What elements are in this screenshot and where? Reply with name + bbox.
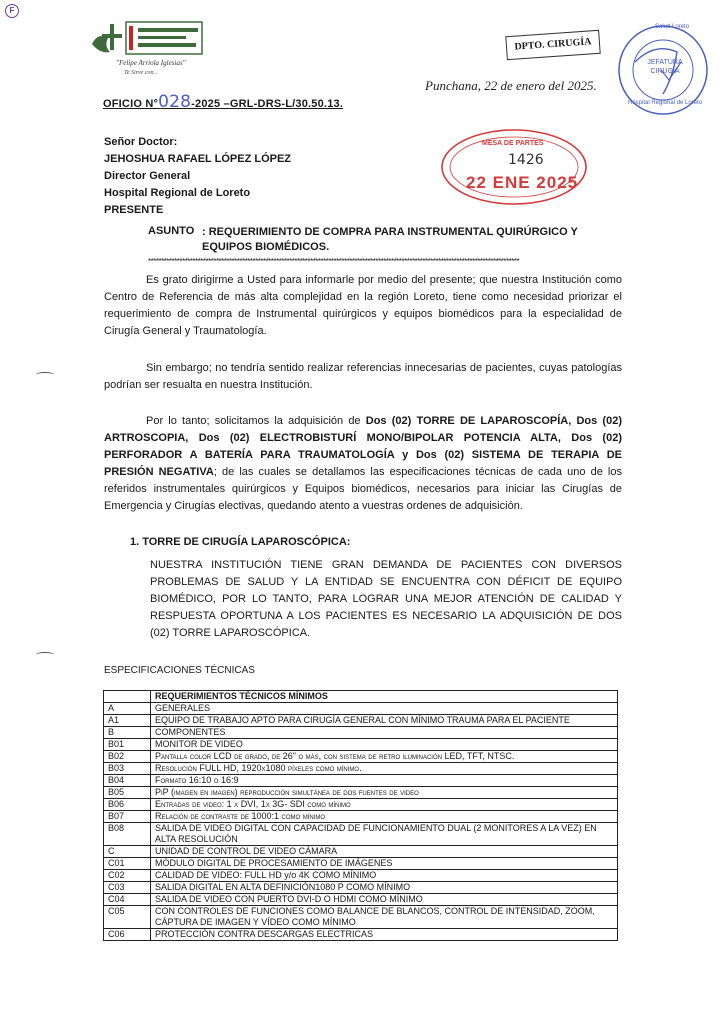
spec-table — [103, 690, 618, 941]
table-row — [104, 751, 618, 763]
paragraph-3-intro: Por lo tanto; solicitamos la adquisición de — [146, 415, 366, 427]
table-cell-code: B02 — [104, 751, 151, 763]
table-cell-code: C05 — [104, 906, 151, 929]
table-cell-text: MÓDULO DIGITAL DE PROCESAMIENTO DE IMÁGENES — [151, 858, 618, 870]
table-row — [104, 870, 618, 882]
table-cell-text: CON CONTROLES DE FUNCIONES COMO BALANCE DE BLANCOS, CONTROL DE INTENSIDAD, ZOOM, CÁPTURA DE IMAGEN Y VÍDEO COMO MÍNIMO — [151, 906, 618, 929]
table-cell-code: C01 — [104, 858, 151, 870]
table-cell-code: B03 — [104, 763, 151, 775]
round-stamp-text: JEFATURA CIRUGÍA — [647, 59, 683, 75]
table-row — [104, 858, 618, 870]
table-cell-text: PiP (imagen en imagen) reproducción simultánea de dos fuentes de video — [151, 787, 618, 799]
table-row — [104, 894, 618, 906]
table-cell-text: UNIDAD DE CONTROL DE VIDEO CÁMARA — [151, 846, 618, 858]
table-cell-code: C — [104, 846, 151, 858]
reception-stamp-date: 22 ENE 2025 — [466, 173, 579, 192]
table-row — [104, 787, 618, 799]
table-cell-text: GENERALES — [151, 703, 618, 715]
table-header-cell: REQUERIMIENTOS TÉCNICOS MÍNIMOS — [151, 691, 618, 703]
table-cell-text: MONITOR DE VIDEO — [151, 739, 618, 751]
table-row — [104, 775, 618, 787]
section-body: NUESTRA INSTITUCIÓN TIENE GRAN DEMANDA DE PACIENTES CON DIVERSOS PROBLEMAS DE SALUD Y LA ENTIDAD SE ENCUENTRA CON DÉFICIT DE EQUIPO BIOMÉDICO, POR LO TANTO, PARA LOGRAR UNA MEJOR ATENCIÓN DE CALIDAD Y RESPUESTA OPORTUNA A LOS PACIENTES ES NECESARIO LA ADQUISICIÓN DE DOS (02) TORRE LAPAROSCÓPICA. — [150, 559, 622, 639]
paragraph-3-items: Dos (02) TORRE DE LAPAROSCOPÍA, Dos (02) ARTROSCOPIA, Dos (02) ELECTROBISTURÍ MONO/BIPOLAR POTENCIA ALTA, Dos (02) PERFORADOR A BATERÍA PARA TRAUMATOLOGÍA y Dos (02) SISTEMA DE TERAPIA DE PRESIÓN NEGATIVA — [104, 415, 622, 478]
table-row — [104, 929, 618, 941]
table-cell-text: CALIDAD DE VIDEO: FULL HD y/o 4K COMO MÍNIMO — [151, 870, 618, 882]
table-cell-text: SALIDA DE VIDEO DIGITAL CON CAPACIDAD DE FUNCIONAMIENTO DUAL (2 MONITORES A LA VEZ) EN ALTA RESOLUCIÓN — [151, 823, 618, 846]
table-cell-code: B04 — [104, 775, 151, 787]
reception-stamp-title: MESA DE PARTES — [482, 140, 544, 147]
table-row — [104, 906, 618, 929]
table-row — [104, 715, 618, 727]
table-cell-text: Relación de contraste de 1000:1 como mínimo — [151, 811, 618, 823]
table-cell-code: B — [104, 727, 151, 739]
table-cell-code: A1 — [104, 715, 151, 727]
table-row — [104, 823, 618, 846]
table-row — [104, 882, 618, 894]
reception-stamp-number: 1426 — [508, 152, 544, 168]
table-cell-code: C06 — [104, 929, 151, 941]
address-line: Director General — [104, 170, 191, 182]
table-cell-code: C02 — [104, 870, 151, 882]
spec-title: ESPECIFICACIONES TÉCNICAS — [104, 665, 255, 676]
separator-line: ********************************************************************************************************************************************** — [148, 257, 520, 266]
round-stamp-bottom: Hospital Regional de Loreto — [628, 100, 703, 106]
paragraph-3-end: ; de las cuales se detallamos las especificaciones técnicas de cada uno de los referidos instrumentales quirúrgicos y Equipos biomédicos, necesarios para iniciar las Cirugías de Emergencia y Cirugías electivas, quedando atento a vuestras ordenes de adquisición. — [104, 466, 622, 512]
table-cell-code — [104, 691, 151, 703]
table-cell-text: COMPONENTES — [151, 727, 618, 739]
paragraph-3 — [104, 413, 622, 515]
table-row — [104, 811, 618, 823]
table-cell-text: SALIDA DE VIDEO CON PUERTO DVI-D O HDMI COMO MÍNIMO — [151, 894, 618, 906]
table-row — [104, 739, 618, 751]
table-cell-text: Entradas de video: 1 x DVI, 1x 3G- SDI como mínimo — [151, 799, 618, 811]
table-cell-text: Pantalla color LCD de grado, de 26" o más, con sistema de retro iluminación LED, TFT, NTSC. — [151, 751, 618, 763]
address-line: Hospital Regional de Loreto — [104, 187, 251, 199]
department-stamp: DPTO. CIRUGÍA — [505, 30, 600, 60]
table-cell-code: C03 — [104, 882, 151, 894]
table-cell-code: C04 — [104, 894, 151, 906]
address-line: JEHOSHUA RAFAEL LÓPEZ LÓPEZ — [104, 153, 292, 165]
round-stamp-top: Salud Loreto — [655, 24, 690, 30]
address-line: Señor Doctor: — [104, 136, 178, 148]
table-cell-code: A — [104, 703, 151, 715]
logo-slogan: "Felipe Arriola Iglesias" — [116, 59, 186, 67]
table-cell-text: EQUIPO DE TRABAJO APTO PARA CIRUGÍA GENERAL CON MÍNIMO TRAUMA PARA EL PACIENTE — [151, 715, 618, 727]
table-cell-code: B07 — [104, 811, 151, 823]
paragraph-1: Es grato dirigirme a Usted para informarle por medio del presente; que nuestra Institución como Centro de Referencia de más alta complejidad en la región Loreto, tiene como necesidad priorizar el requerimiento de compra de Instrumental quirúrgicos y equipos biomédicos para la especialidad de Cirugía General y Traumatología. — [104, 274, 622, 337]
table-row — [104, 799, 618, 811]
section-title: 1. TORRE DE CIRUGÍA LAPAROSCÓPICA: — [130, 536, 351, 548]
table-row — [104, 846, 618, 858]
table-row — [104, 703, 618, 715]
asunto-label: ASUNTO — [148, 225, 195, 237]
table-cell-code: B08 — [104, 823, 151, 846]
hospital-logo — [88, 18, 206, 78]
table-cell-code: B06 — [104, 799, 151, 811]
table-row — [104, 727, 618, 739]
corner-mark: F — [5, 4, 19, 18]
oficio-suffix: -2025 –GRL-DRS-L/30.50.13. — [191, 98, 344, 110]
table-cell-code: B01 — [104, 739, 151, 751]
table-header-row — [104, 691, 618, 703]
table-cell-text: SALIDA DIGITAL EN ALTA DEFINICIÓN1080 P COMO MÍNIMO — [151, 882, 618, 894]
address-line: PRESENTE — [104, 204, 164, 216]
oficio-number — [103, 92, 343, 112]
table-cell-text: Resolución FULL HD, 1920x1080 píxeles como mínimo. — [151, 763, 618, 775]
table-cell-text: Formato 16:10 o 16:9 — [151, 775, 618, 787]
margin-mark — [36, 652, 54, 657]
logo-tagline: Te Sirve con... — [124, 70, 158, 76]
oficio-handwritten-number: 028 — [158, 92, 192, 112]
paragraph-2: Sin embargo; no tendría sentido realizar referencias innecesarias de pacientes, cuyas patologías podrían ser resualta en nuestra Institución. — [104, 362, 622, 391]
date-line: Punchana, 22 de enero del 2025. — [425, 78, 597, 93]
table-cell-text: PROTECCIÓN CONTRA DESCARGAS ELECTRICAS — [151, 929, 618, 941]
margin-mark — [36, 372, 54, 377]
asunto-text: : REQUERIMIENTO DE COMPRA PARA INSTRUMENTAL QUIRÚRGICO Y EQUIPOS BIOMÉDICOS. — [202, 226, 578, 253]
table-row — [104, 763, 618, 775]
table-cell-code: B05 — [104, 787, 151, 799]
oficio-prefix: OFICIO N° — [103, 98, 159, 110]
